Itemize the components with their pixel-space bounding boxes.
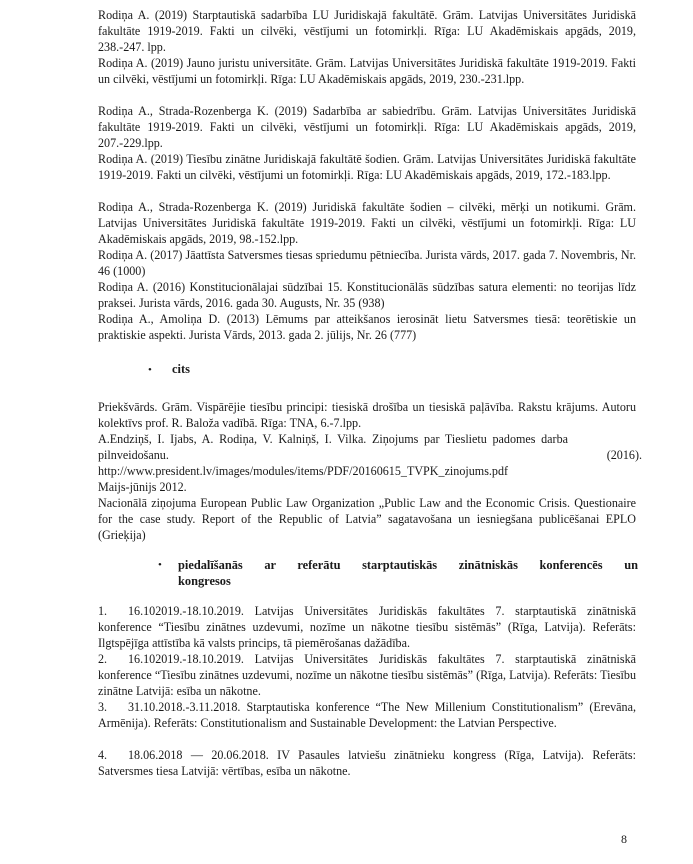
conference-text: 18.06.2018 — 20.06.2018. IV Pasaules latviešu zinātnieku kongress (Rīga, Latvija). Referāts: Satversmes tiesa Latvijā: vērtības, esība un nākotne. bbox=[98, 748, 636, 778]
reference-item: Rodiņa A., Strada-Rozenberga K. (2019) Juridiskā fakultāte šodien – cilvēki, mērķi un notikumi. Grām. Latvijas Universitātes Juridiskā fakultāte 1919-2019. Fakti un cilvēki, vēstījumi un fotomirkļi. Rīga: LU Akadēmiskais apgāds, 2019, 98.-152.lpp. bbox=[98, 200, 636, 246]
conference-item bbox=[98, 604, 636, 652]
conference-number: 1. bbox=[98, 604, 108, 618]
conference-text: 31.10.2018.-3.11.2018. Starptautiska konference “The New Millenium Constitutionalism” (Erevāna, Armēnija). Referāts: Constitutionalism and Sustainable Development: the Latvian Perspective. bbox=[98, 700, 636, 730]
conference-number: 2. bbox=[98, 652, 108, 666]
section-heading-cits: cits bbox=[172, 362, 190, 376]
conference-item bbox=[98, 652, 636, 700]
reference-item: Rodiņa A. (2017) Jāattīsta Satversmes tiesas spriedumu pētniecība. Jurista vārds, 2017. gada 7. Novembris, Nr. 46 (1000) bbox=[98, 248, 636, 278]
reference-item: Rodiņa A. (2019) Starptautiskā sadarbība LU Juridiskajā fakultātē. Grām. Latvijas Universitātes Juridiskā fakultāte 1919-2019. Fakti un cilvēki, vēstījumi un fotomirkļi. Rīga: LU Akadēmiskais apgāds, 2019, 238.-247. lpp. bbox=[98, 8, 636, 54]
conference-text: 16.102019.-18.10.2019. Latvijas Universitātes Juridiskās fakultātes 7. starptautiskā zinātniskā konference “Tiesību zinātnes uzdevumi, nozīme un nākotne tiesību sistēmās” (Rīga, Latvija). Referāts: Tiesību zinātne Latvijā: esība un nākotne. bbox=[98, 652, 636, 698]
conference-number: 4. bbox=[98, 748, 108, 762]
cits-item-date: Maijs-jūnijs 2012. bbox=[98, 480, 187, 494]
cits-item: A.Endziņš, I. Ijabs, A. Rodiņa, V. Kalniņš, I. Vilka. Ziņojums par Tieslietu padomes darba pilnveidošanu. bbox=[98, 432, 568, 462]
conference-number: 3. bbox=[98, 700, 108, 714]
reference-item: Rodiņa A. (2016) Konstitucionālajai sūdzībai 15. Konstitucionālās sūdzības satura elementi: no teorijas līdz praksei. Jurista vārds, 2016. gada 30. Augusts, Nr. 35 (938) bbox=[98, 280, 636, 310]
conference-text: 16.102019.-18.10.2019. Latvijas Universitātes Juridiskās fakultātes 7. starptautiskā zinātniskā konference “Tiesību zinātnes uzdevumi, nozīme un nākotne tiesību sistēmās” (Rīga, Latvija). Referāts: Ilgtspējīga attīstība kā valsts princips, tā piemērošanas dažādība. bbox=[98, 604, 636, 650]
reference-item: Rodiņa A., Strada-Rozenberga K. (2019) Sadarbība ar sabiedrību. Grām. Latvijas Universitātes Juridiskā fakultāte 1919-2019. Fakti un cilvēki, vēstījumi un fotomirkļi. Rīga: LU Akadēmiskais apgāds, 2019, 207.-229.lpp. bbox=[98, 104, 636, 150]
bullet-icon: • bbox=[148, 364, 152, 376]
page-number: 8 bbox=[621, 832, 627, 846]
conference-item bbox=[98, 700, 636, 732]
bullet-icon: • bbox=[158, 559, 162, 571]
section-heading-conferences: piedalīšanās ar referātu starptautiskās zinātniskās konferencēs un bbox=[178, 558, 638, 572]
section-heading-conferences-cont: kongresos bbox=[178, 574, 231, 588]
cits-item: Priekšvārds. Grām. Vispārējie tiesību principi: tiesiskā drošība un tiesiskā paļāvība. Rakstu krājums. Autoru kolektīvs prof. R. Baloža vadībā. Rīga: TNA, 6.-7.lpp. bbox=[98, 400, 636, 430]
reference-item: Rodiņa A. (2019) Jauno juristu universitāte. Grām. Latvijas Universitātes Juridiskā fakultāte 1919-2019. Fakti un cilvēki, vēstījumi un fotomirkļi. Rīga: LU Akadēmiskais apgāds, 2019, 230.-231.lpp. bbox=[98, 56, 636, 86]
cits-item: Nacionālā ziņojuma European Public Law Organization „Public Law and the Economic Crisis. Questionaire for the case study. Report of the Republic of Latvia” sagatavošana un iesniegšana publicēšanai EPLO (Grieķija) bbox=[98, 496, 636, 542]
cits-item-year: (2016). bbox=[606, 448, 642, 462]
conference-item bbox=[98, 748, 636, 780]
cits-item-link: http://www.president.lv/images/modules/items/PDF/20160615_TVPK_zinojums.pdf bbox=[98, 464, 509, 478]
reference-item: Rodiņa A. (2019) Tiesību zinātne Juridiskajā fakultātē šodien. Grām. Latvijas Universitātes Juridiskā fakultāte 1919-2019. Fakti un cilvēki, vēstījumi un fotomirkļi. Rīga: LU Akadēmiskais apgāds, 2019, 172.-183.lpp. bbox=[98, 152, 636, 182]
reference-item: Rodiņa A., Amoliņa D. (2013) Lēmums par atteikšanos ierosināt lietu Satversmes tiesā: teorētiskie un praktiskie aspekti. Jurista Vārds, 2013. gada 2. jūlijs, Nr. 26 (777) bbox=[98, 312, 636, 342]
